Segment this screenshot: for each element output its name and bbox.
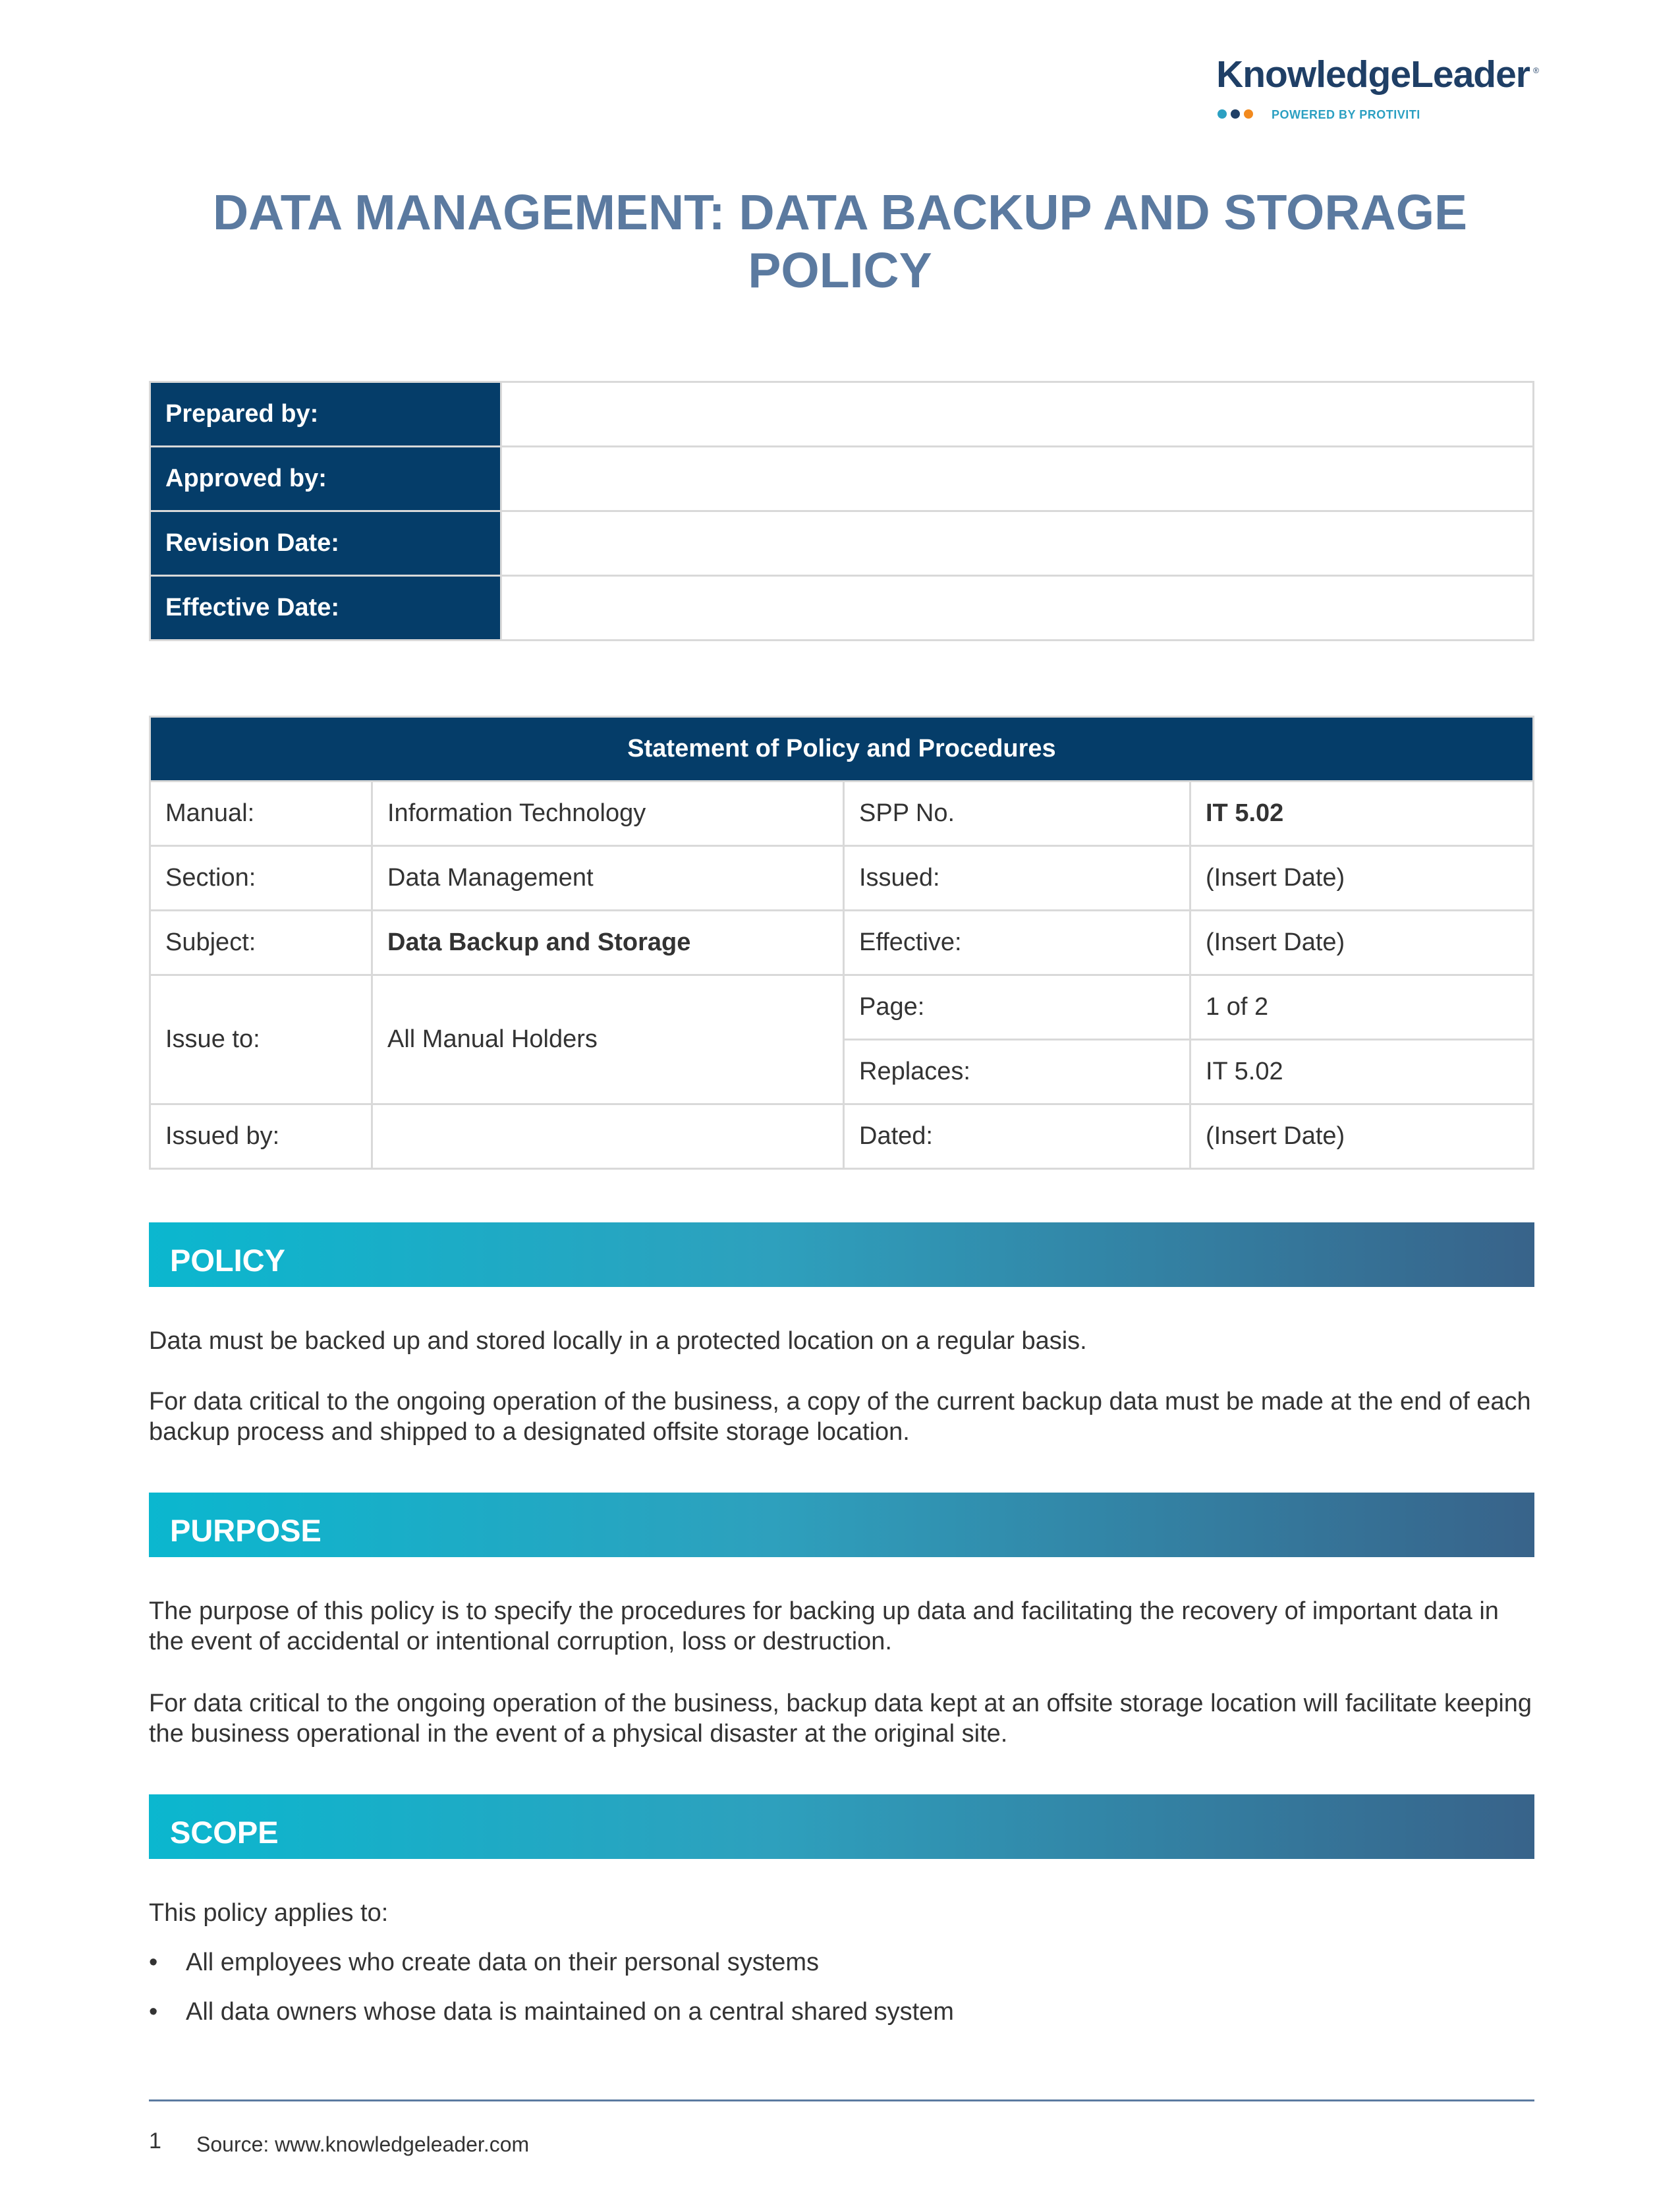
- manual-value: Information Technology: [372, 782, 844, 846]
- revision-date-label: Revision Date:: [150, 511, 501, 576]
- dated-label: Dated:: [844, 1104, 1190, 1169]
- issued-label: Issued:: [844, 846, 1190, 911]
- policy-paragraph: Data must be backed up and stored locally in a protected location on a regular basis.: [149, 1327, 1087, 1355]
- logo-tagline: POWERED BY PROTIVITI: [1272, 108, 1420, 121]
- statement-of-policy-table: [149, 716, 1534, 1170]
- table-row: [150, 382, 1534, 447]
- effective-date-value: [501, 576, 1534, 641]
- prepared-by-value: [501, 382, 1534, 447]
- scope-section-bar: [149, 1794, 1534, 1859]
- table-row: [150, 911, 1534, 975]
- logo-dot: [1244, 109, 1253, 119]
- scope-bullet-text: All employees who create data on their personal systems: [186, 1949, 820, 1976]
- scope-intro: This policy applies to:: [149, 1899, 389, 1927]
- purpose-section-bar: [149, 1493, 1534, 1557]
- subject-label: Subject:: [150, 911, 372, 975]
- spp-label: SPP No.: [844, 782, 1190, 846]
- issue-to-value: All Manual Holders: [372, 975, 844, 1104]
- table-row: [150, 717, 1534, 782]
- approval-table: [149, 381, 1534, 641]
- logo-dot: [1218, 109, 1227, 119]
- policy-heading: POLICY: [170, 1243, 285, 1278]
- replaces-value: IT 5.02: [1190, 1040, 1534, 1104]
- page-label: Page:: [844, 975, 1190, 1040]
- dated-value: (Insert Date): [1190, 1104, 1534, 1169]
- footer-divider: [149, 2099, 1534, 2101]
- logo-wordmark: KnowledgeLeader: [1216, 53, 1530, 96]
- manual-label: Manual:: [150, 782, 372, 846]
- approved-by-value: [501, 447, 1534, 511]
- effective-date-label: Effective Date:: [150, 576, 501, 641]
- page-number: 1: [149, 2128, 161, 2154]
- purpose-paragraph: The purpose of this policy is to specify the procedures for backing up data and facilitating the recovery of important data in the event of accidental or intentional corruption, loss or destruction.: [149, 1597, 1499, 1655]
- source-note: Source: www.knowledgeleader.com: [196, 2132, 530, 2156]
- list-item: [149, 1997, 954, 2027]
- section-label: Section:: [150, 846, 372, 911]
- effective-value: (Insert Date): [1190, 911, 1534, 975]
- knowledgeleader-logo: [1218, 53, 1540, 125]
- scope-bullet-text: All data owners whose data is maintained on a central shared system: [186, 1998, 954, 2026]
- logo-dot: [1231, 109, 1240, 119]
- scope-heading: SCOPE: [170, 1815, 279, 1850]
- effective-label: Effective:: [844, 911, 1190, 975]
- policy-paragraph: For data critical to the ongoing operation of the business, a copy of the current backup data must be made at the end of each backup process and shipped to a designated offsite storage location.: [149, 1388, 1531, 1446]
- logo-registered-mark: ®: [1533, 66, 1539, 75]
- revision-date-value: [501, 511, 1534, 576]
- issued-by-value: [372, 1104, 844, 1169]
- prepared-by-label: Prepared by:: [150, 382, 501, 447]
- document-title: DATA MANAGEMENT: DATA BACKUP AND STORAGE POLICY: [212, 185, 1468, 298]
- table-row: [150, 447, 1534, 511]
- table-row: [150, 975, 1534, 1040]
- issued-by-label: Issued by:: [150, 1104, 372, 1169]
- table-row: [150, 1104, 1534, 1169]
- table-row: [150, 846, 1534, 911]
- table-row: [150, 576, 1534, 641]
- purpose-heading: PURPOSE: [170, 1513, 322, 1548]
- issue-to-label: Issue to:: [150, 975, 372, 1104]
- issued-value: (Insert Date): [1190, 846, 1534, 911]
- section-value: Data Management: [372, 846, 844, 911]
- replaces-label: Replaces:: [844, 1040, 1190, 1104]
- list-item: [149, 1947, 819, 1978]
- subject-value: Data Backup and Storage: [372, 911, 844, 975]
- approved-by-label: Approved by:: [150, 447, 501, 511]
- page-value: 1 of 2: [1190, 975, 1534, 1040]
- statement-table-heading: Statement of Policy and Procedures: [150, 717, 1534, 782]
- bullet-icon: •: [149, 1998, 158, 2026]
- spp-value: IT 5.02: [1190, 782, 1534, 846]
- purpose-paragraph: For data critical to the ongoing operation of the business, backup data kept at an offsite storage location will facilitate keeping the business operational in the event of a physical disaster at the original site.: [149, 1690, 1532, 1748]
- policy-section-bar: [149, 1222, 1534, 1287]
- table-row: [150, 782, 1534, 846]
- table-row: [150, 511, 1534, 576]
- logo-dots-icon: [1218, 109, 1253, 119]
- bullet-icon: •: [149, 1949, 158, 1976]
